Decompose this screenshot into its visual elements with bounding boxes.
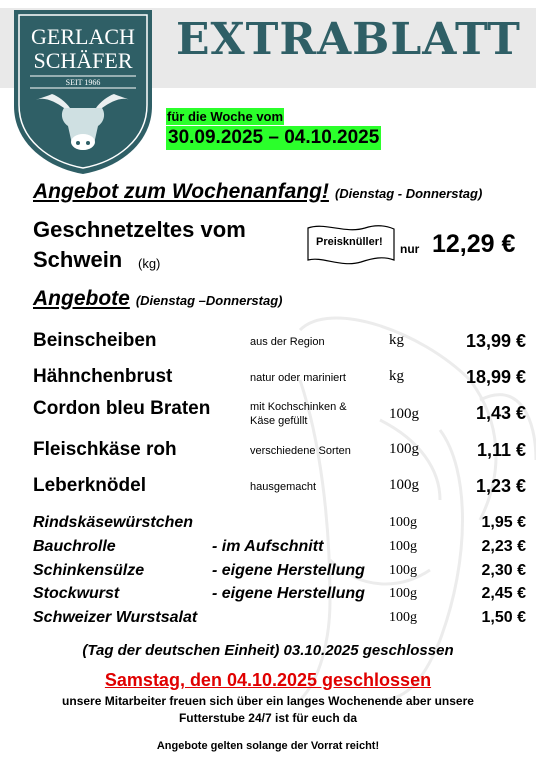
offer-price: 2,30 € xyxy=(481,562,526,579)
offer-unit: 100g xyxy=(389,586,417,601)
section-title-text: Angebot zum Wochenanfang! xyxy=(33,180,329,203)
offer-price: 1,11 € xyxy=(476,440,526,460)
footer-note: Angebote gelten solange der Vorrat reicht! xyxy=(156,740,380,752)
holiday-notice: (Tag der deutschen Einheit) 03.10.2025 geschlossen xyxy=(82,642,454,659)
featured-product-line1: Geschnetzeltes vom xyxy=(33,217,246,242)
offer-price: 1,50 € xyxy=(481,609,526,626)
offer-note: - im Aufschnitt xyxy=(212,538,324,555)
section-title-offers xyxy=(33,287,282,311)
offer-unit: 100g xyxy=(389,515,417,530)
offer-desc: mit Kochschinken & xyxy=(250,401,347,413)
offer-name: Beinscheiben xyxy=(33,330,157,351)
offer-unit: 100g xyxy=(389,406,419,422)
section-days: (Dienstag - Donnerstag) xyxy=(334,186,483,201)
offer-price: 2,23 € xyxy=(481,538,526,555)
offer-unit: 100g xyxy=(389,477,419,493)
offer-name: Fleischkäse roh xyxy=(33,439,177,460)
section-title-week-start xyxy=(33,180,482,204)
offer-note: - eigene Herstellung xyxy=(212,562,365,579)
price-flag-label: Preisknüller! xyxy=(316,236,383,248)
offer-name: Stockwurst xyxy=(33,585,120,602)
section-title-text: Angebote xyxy=(33,287,130,310)
featured-product-line2: Schwein xyxy=(33,247,123,272)
week-label: für die Woche vom xyxy=(167,109,284,124)
offer-unit: 100g xyxy=(389,539,417,554)
offer-note: - eigene Herstellung xyxy=(212,585,365,602)
offer-desc: verschiedene Sorten xyxy=(250,445,351,457)
offer-name: Hähnchenbrust xyxy=(33,366,173,387)
offer-desc: aus der Region xyxy=(250,336,325,348)
logo-badge xyxy=(8,4,158,176)
logo-text-line1: GERLACH xyxy=(31,24,135,49)
featured-nur: nur xyxy=(400,242,420,256)
offer-price: 1,95 € xyxy=(481,514,526,531)
logo-since: SEIT 1966 xyxy=(65,78,101,87)
offer-name: Rindskäsewürstchen xyxy=(33,514,194,531)
offer-unit: 100g xyxy=(389,563,417,578)
offer-price: 2,45 € xyxy=(481,585,526,602)
featured-price: 12,29 € xyxy=(432,230,516,258)
offer-desc-line2: Käse gefüllt xyxy=(250,415,308,427)
message-line1: unsere Mitarbeiter freuen sich über ein langes Wochenende aber unsere xyxy=(62,694,474,708)
offer-name: Schweizer Wurstsalat xyxy=(33,609,198,626)
offer-price: 13,99 € xyxy=(465,331,526,351)
offer-price: 18,99 € xyxy=(465,367,526,387)
logo-text-line2: SCHÄFER xyxy=(33,48,133,73)
offer-name: Leberknödel xyxy=(33,475,146,496)
offer-desc: hausgemacht xyxy=(250,481,317,493)
closed-notice: Samstag, den 04.10.2025 geschlossen xyxy=(104,670,432,690)
offer-unit: 100g xyxy=(389,441,419,457)
week-range: 30.09.2025 – 04.10.2025 xyxy=(168,127,380,148)
offer-desc: natur oder mariniert xyxy=(250,372,346,384)
section-days: (Dienstag –Donnerstag) xyxy=(135,293,283,308)
offer-price: 1,23 € xyxy=(475,476,526,496)
offer-name: Cordon bleu Braten xyxy=(33,398,211,419)
offer-unit: 100g xyxy=(389,610,417,625)
offer-price: 1,43 € xyxy=(475,403,526,423)
message-line2: Futterstube 24/7 ist für euch da xyxy=(178,711,358,725)
page-title: EXTRABLATT xyxy=(176,14,521,65)
offer-unit: kg xyxy=(389,332,404,348)
offer-unit: kg xyxy=(389,368,404,384)
featured-unit: (kg) xyxy=(138,256,161,271)
offer-name: Bauchrolle xyxy=(33,538,116,555)
offer-name: Schinkensülze xyxy=(33,562,145,579)
